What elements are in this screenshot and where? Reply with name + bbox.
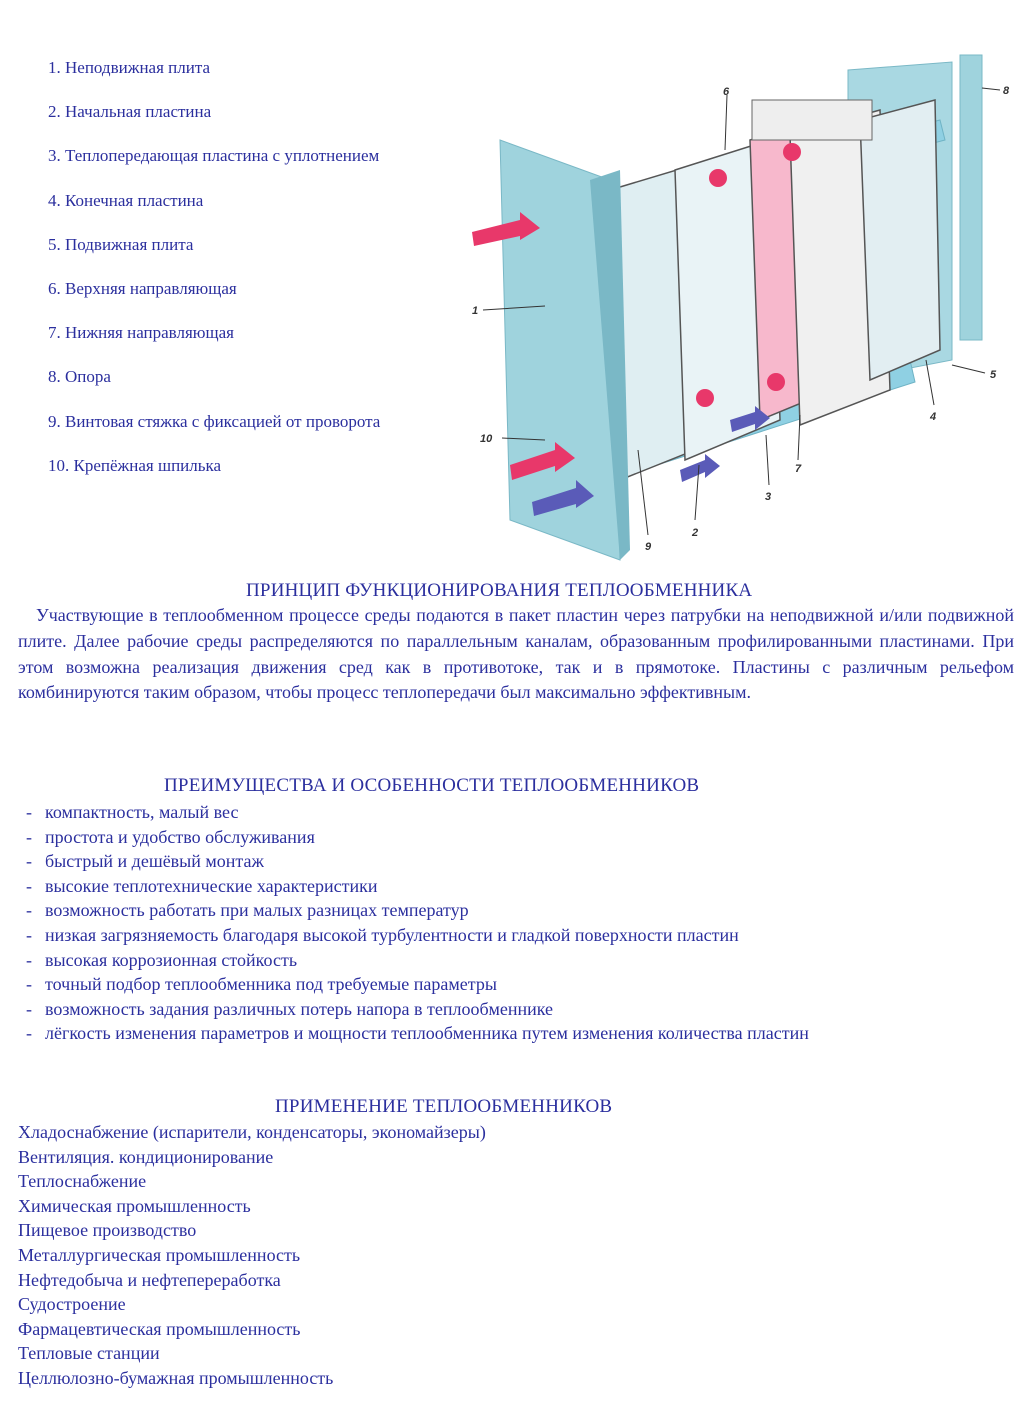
part-item-8: 8. Опора [48, 367, 111, 387]
heat-exchanger-diagram [440, 40, 1020, 570]
advantage-text: низкая загрязняемость благодаря высокой турбулентности и гладкой поверхности пластин [45, 924, 739, 945]
application-item: Теплоснабжение [18, 1171, 147, 1192]
callout-3: 3 [765, 491, 772, 503]
callout-4: 4 [930, 411, 937, 423]
application-item: Целлюлозно-бумажная промышленность [18, 1367, 334, 1388]
part-item-4: 4. Конечная пластина [48, 190, 204, 210]
advantage-item [26, 1021, 809, 1046]
applications-list [18, 1120, 486, 1391]
advantage-text: возможность задания различных потерь напора в теплообменнике [45, 998, 554, 1019]
application-item: Металлургическая промышленность [18, 1244, 301, 1265]
advantage-text: быстрый и дешёвый монтаж [45, 851, 264, 872]
advantage-item [26, 972, 809, 997]
advantage-item [26, 923, 809, 948]
application-item: Судостроение [18, 1294, 126, 1315]
callout-5: 5 [990, 369, 997, 381]
part-item-10: 10. Крепёжная шпилька [48, 455, 222, 475]
part-item-7: 7. Нижняя направляющая [48, 323, 234, 343]
advantages-list [26, 800, 809, 1046]
advantage-item [26, 948, 809, 973]
application-item: Пищевое производство [18, 1220, 197, 1241]
principle-text: Участвующие в теплообменном процессе среды подаются в пакет пластин через патрубки на неподвижной и/или подвижной плите. Далее рабочие среды распределяются по параллельным каналам, образованным профилированными пластинами. При этом возможна реализация движения сред как в противотоке, так и в прямотоке. Пластины с различным рельефом комбинируются таким образом, чтобы процесс теплопередачи был максимально эффективным. [18, 605, 1014, 703]
advantages-title: ПРЕИМУЩЕСТВА И ОСОБЕННОСТИ ТЕПЛООБМЕННИКОВ [164, 775, 700, 796]
application-item: Фармацевтическая промышленность [18, 1318, 301, 1339]
bullet-dash: - [26, 875, 32, 896]
bullet-dash: - [26, 949, 32, 970]
part-item-5: 5. Подвижная плита [48, 234, 194, 254]
advantage-text: высокие теплотехнические характеристики [45, 875, 378, 896]
parts-list [48, 56, 468, 498]
advantage-text: компактность, малый вес [45, 802, 239, 822]
application-item: Химическая промышленность [18, 1195, 251, 1216]
part-item-6: 6. Верхняя направляющая [48, 278, 237, 298]
bullet-dash: - [26, 900, 32, 921]
support-column [960, 55, 982, 340]
advantage-item [26, 825, 809, 850]
part-item-3: 3. Теплопередающая пластина с уплотнением [48, 146, 380, 166]
bullet-dash: - [26, 826, 32, 847]
callout-8: 8 [1003, 85, 1010, 97]
application-item: Нефтедобыча и нефтепереработка [18, 1269, 281, 1290]
advantage-text: точный подбор теплообменника под требуемые параметры [45, 974, 497, 995]
advantage-item [26, 800, 809, 825]
application-item: Хладоснабжение (испарители, конденсаторы, экономайзеры) [18, 1122, 486, 1142]
callout-6: 6 [723, 86, 730, 98]
callout-10: 10 [480, 433, 493, 445]
advantage-item [26, 849, 809, 874]
part-item-1: 1. Неподвижная плита [48, 58, 211, 77]
advantage-text: возможность работать при малых разницах температур [45, 900, 469, 921]
callout-7: 7 [795, 463, 802, 475]
part-item-2: 2. Начальная пластина [48, 102, 212, 122]
principle-title: ПРИНЦИП ФУНКЦИОНИРОВАНИЯ ТЕПЛООБМЕННИКА [246, 580, 753, 601]
advantage-text: высокая коррозионная стойкость [45, 949, 298, 970]
bullet-dash: - [26, 851, 32, 872]
bullet-dash: - [26, 802, 32, 822]
callout-9: 9 [645, 541, 652, 553]
part-item-9: 9. Винтовая стяжка с фиксацией от проворота [48, 411, 381, 431]
bullet-dash: - [26, 974, 32, 995]
application-item: Тепловые станции [18, 1343, 160, 1364]
application-item: Вентиляция. кондиционирование [18, 1146, 274, 1167]
callout-1: 1 [472, 305, 479, 317]
bullet-dash: - [26, 1023, 32, 1044]
advantage-item [26, 997, 809, 1022]
advantage-item [26, 898, 809, 923]
advantage-item [26, 874, 809, 899]
bullet-dash: - [26, 924, 32, 945]
applications-title: ПРИМЕНЕНИЕ ТЕПЛООБМЕННИКОВ [275, 1096, 613, 1117]
advantage-text: лёгкость изменения параметров и мощности теплообменника путем изменения количества пластин [45, 1023, 809, 1044]
bullet-dash: - [26, 998, 32, 1019]
advantage-text: простота и удобство обслуживания [45, 826, 315, 847]
callout-2: 2 [692, 527, 699, 539]
